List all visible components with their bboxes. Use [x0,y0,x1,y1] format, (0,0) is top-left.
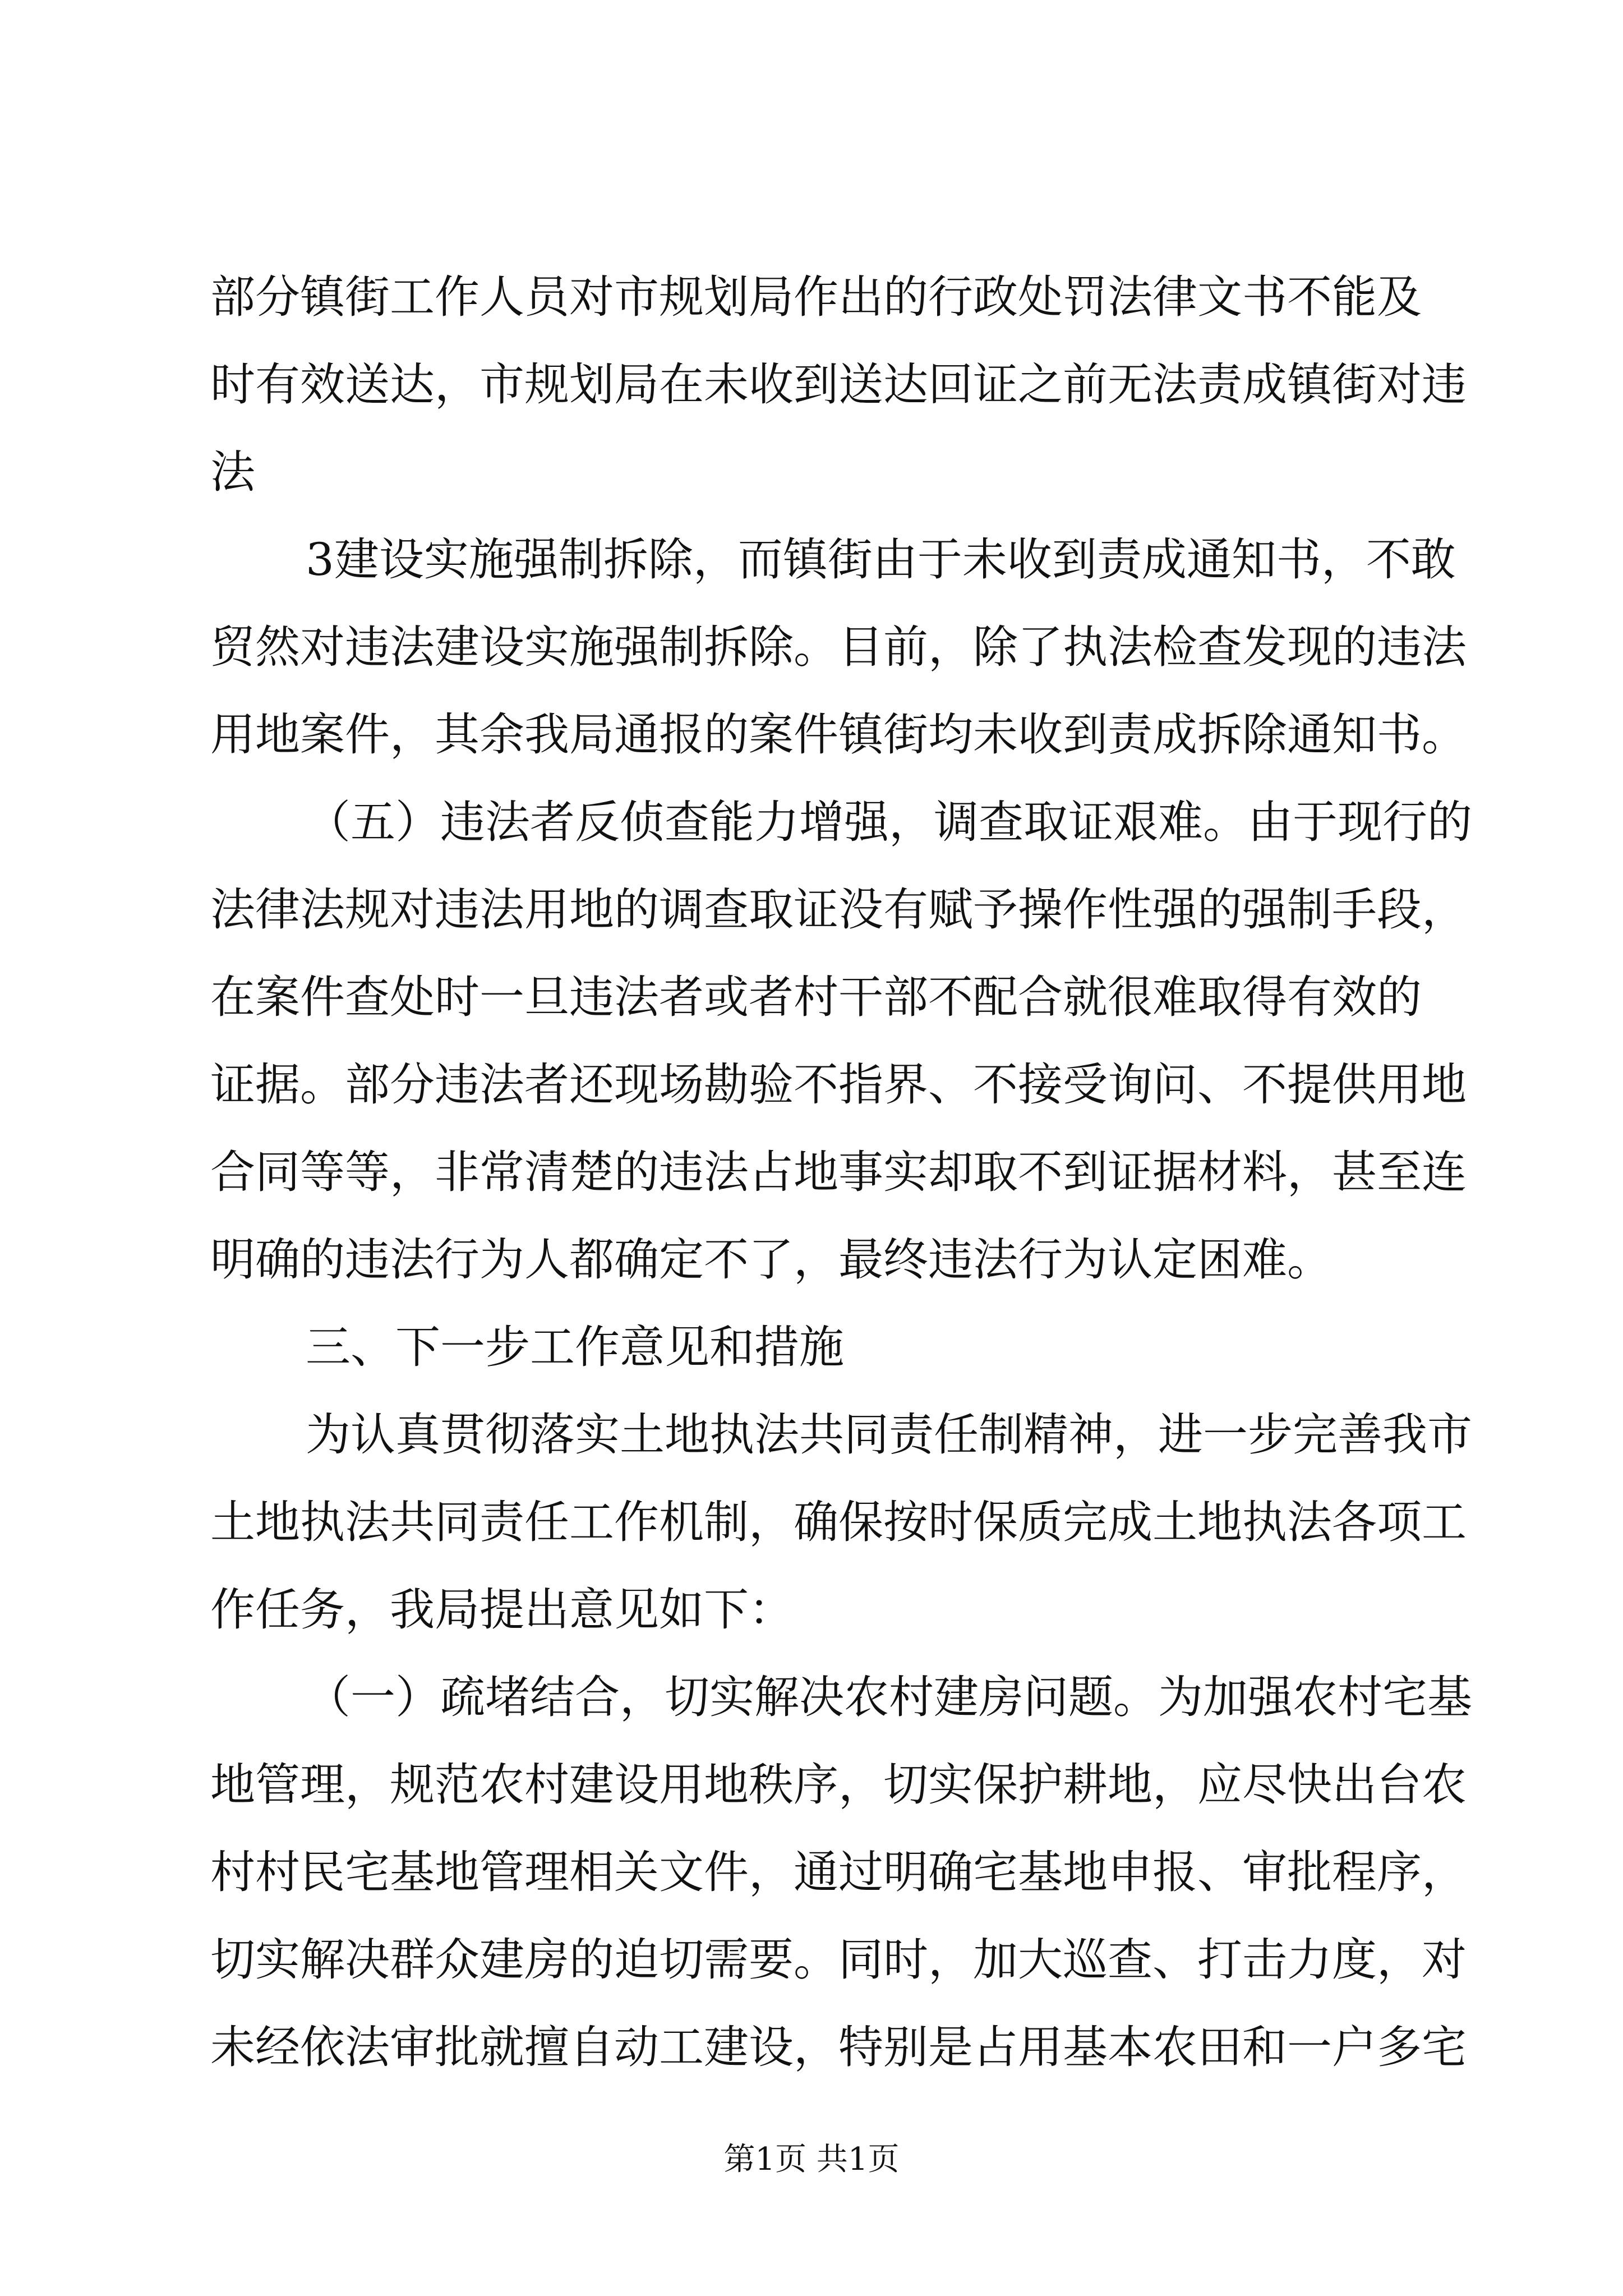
page-number-label: 第1页 共1页 [723,2141,900,2178]
paragraph-first-line: 3建设实施强制拆除，而镇街由于未收到责成通知书，不敢 [306,533,1456,586]
page-footer [0,2140,1623,2179]
paragraph-first-line: 为认真贯彻落实土地执法共同责任制精神，进一步完善我市 [306,1409,1472,1461]
text-line: 法律法规对违法用地的调查取证没有赋予操作性强的强制手段， [210,884,1467,936]
text-line: 时有效送达，市规划局在未收到送达回证之前无法责成镇街对违 [210,358,1467,411]
text-line: 明确的违法行为人都确定不了，最终违法行为认定困难。 [210,1234,1332,1286]
text-line: 村村民宅基地管理相关文件，通过明确宅基地申报、审批程序， [210,1846,1467,1898]
text-line: 法 [210,446,255,498]
text-line: 土地执法共同责任工作机制，确保按时保质完成土地执法各项工 [210,1496,1467,1548]
text-line: 在案件查处时一旦违法者或者村干部不配合就很难取得有效的 [210,971,1422,1023]
text-line: 地管理，规范农村建设用地秩序，切实保护耕地，应尽快出台农 [210,1759,1467,1811]
paragraph-first-line: （一）疏堵结合，切实解决农村建房问题。为加强农村宅基 [306,1671,1472,1723]
text-line: 作任务，我局提出意见如下： [210,1584,794,1636]
text-line: 证据。部分违法者还现场勘验不指界、不接受询问、不提供用地 [210,1059,1467,1111]
text-line: 切实解决群众建房的迫切需要。同时，加大巡查、打击力度，对 [210,1934,1467,1986]
text-line: 部分镇街工作人员对市规划局作出的行政处罚法律文书不能及 [210,271,1422,323]
document-body [210,254,1472,2091]
text-line: 用地案件，其余我局通报的案件镇街均未收到责成拆除通知书。 [210,708,1467,761]
text-line: 合同等等，非常清楚的违法占地事实却取不到证据材料，甚至连 [210,1146,1467,1198]
text-line: 贸然对违法建设实施强制拆除。目前，除了执法检查发现的违法 [210,621,1467,673]
section-heading: 三、下一步工作意见和措施 [306,1321,844,1373]
paragraph-first-line: （五）违法者反侦查能力增强，调查取证艰难。由于现行的 [306,796,1472,848]
text-line: 未经依法审批就擅自动工建设，特别是占用基本农田和一户多宅 [210,2021,1467,2073]
